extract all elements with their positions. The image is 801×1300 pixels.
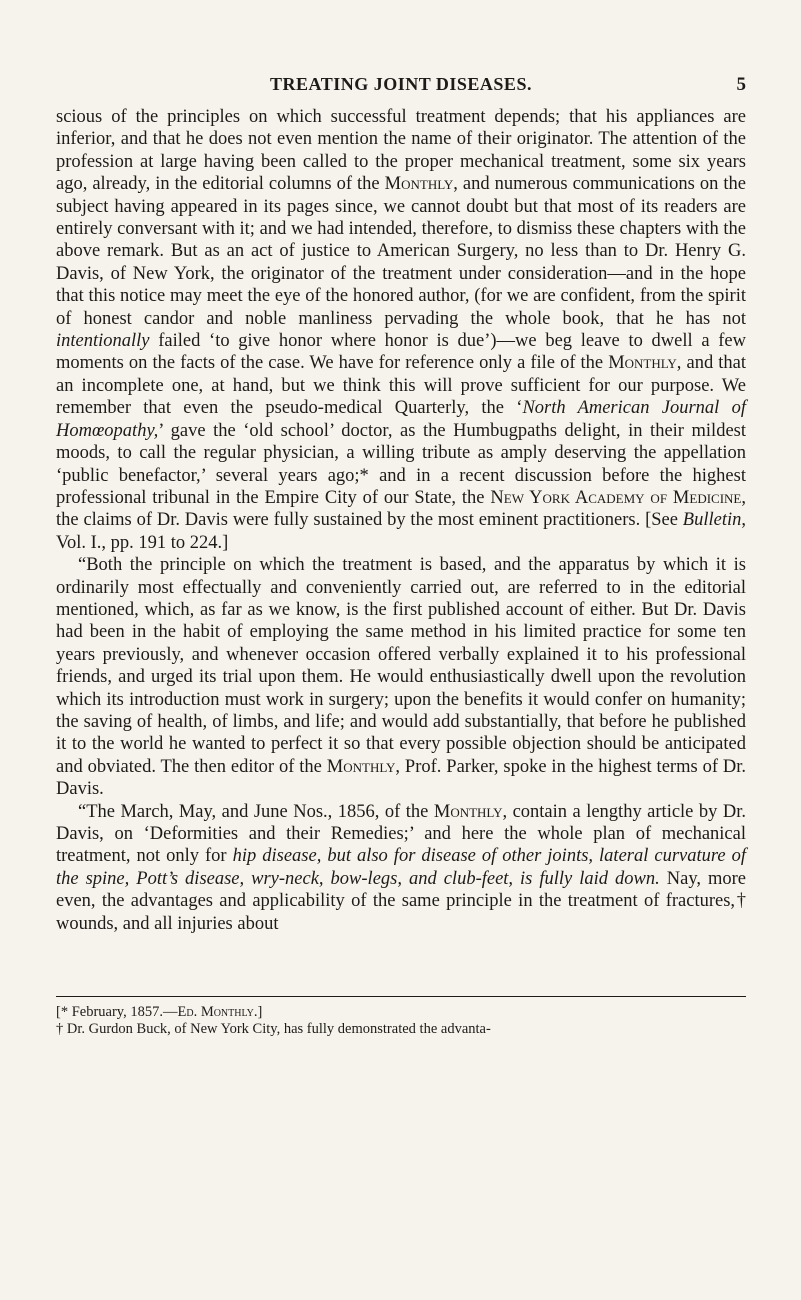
footnote-1-text: [* February, 1857.— bbox=[56, 1004, 178, 1020]
italic-intentionally: intentionally bbox=[56, 331, 150, 352]
paragraph-1-text-1: scious of the principles on which successful treatment depends; that his appliances are inferior, and that he does not even mention the name of their originator. The attention of the profession at large having been called to the proper mechanical treatment, some six years ago, already, in the editorial columns of the bbox=[56, 107, 746, 195]
paragraph-1 bbox=[56, 106, 746, 554]
paragraph-3 bbox=[56, 801, 746, 935]
paragraph-2-text-2: , Prof. Parker, spoke in the highest terms of Dr. Davis. bbox=[56, 756, 746, 800]
bulletin-italic: Bulletin bbox=[682, 510, 742, 531]
footnote-rule bbox=[56, 996, 746, 997]
paragraph-1-text-5: ’ gave the ‘old school’ doctor, as the Humbugpaths delight, in their mildest moods, to call the regular physician, a willing tribute as amply deserving the appellation ‘public benefactor,’ several years ago;* and in a recent discussion before the highest professional tribunal in the Empire City of our State, the bbox=[56, 420, 746, 508]
paragraph-1-text-6: , the claims of Dr. Davis were fully sustained by the most eminent practitioners. [See bbox=[56, 487, 746, 531]
footnote-1-close: .] bbox=[253, 1004, 263, 1020]
body-text bbox=[56, 106, 746, 935]
footnote-2: † Dr. Gurdon Buck, of New York City, has fully demonstrated the advanta- bbox=[56, 1021, 491, 1037]
paragraph-1-text-2: , and numerous communications on the subject having appeared in its pages since, we cannot doubt but that most of its readers are entirely conversant with it; and we had intended, therefore, to dismiss these chapters with the above remark. But as an act of justice to American Surgery, no less than to Dr. Henry G. Davis, of New York, the originator of the treatment under consideration—and in the hope that this notice may meet the eye of the honored author, (for we are confident, from the spirit of honest candor and noble manliness pervading the whole book, that he has not bbox=[56, 174, 747, 329]
paragraph-1-text-4: , and that an incomplete one, at hand, but we think this will prove sufficient for our purpose. We remember that even the pseudo-medical Quarterly, the ‘ bbox=[56, 353, 746, 419]
disease-list-italic: hip disease, but also for disease of other joints, lateral curvature of the spine, Pott’s disease, wry-neck, bow-legs, and club-feet, is fully laid down. bbox=[56, 846, 746, 889]
monthly-smallcaps: Monthly bbox=[326, 756, 396, 777]
footnote-1 bbox=[56, 1004, 746, 1021]
footnote-1-editor: Ed. Monthly bbox=[177, 1004, 254, 1020]
monthly-smallcaps: Monthly bbox=[433, 801, 503, 822]
academy-smallcaps: New York Academy of Medicine bbox=[490, 487, 742, 508]
journal-title-italic: North American Journal of Homœopathy, bbox=[56, 398, 746, 441]
page-number: 5 bbox=[736, 74, 746, 95]
footnotes bbox=[56, 1004, 746, 1038]
paragraph-3-text-1: “The March, May, and June Nos., 1856, of the bbox=[78, 801, 434, 822]
page-header bbox=[56, 74, 746, 100]
monthly-smallcaps: Monthly bbox=[608, 353, 677, 374]
paragraph-2 bbox=[56, 554, 746, 800]
running-head: TREATING JOINT DISEASES. bbox=[270, 74, 532, 94]
monthly-smallcaps: Monthly bbox=[384, 174, 454, 195]
paragraph-3-text-3: Nay, more even, the advantages and applicability of the same principle in the treatment of fractures,† wounds, and all injuries about bbox=[56, 868, 746, 934]
paragraph-3-text-2: , contain a lengthy article by Dr. Davis, on ‘Deformities and their Remedies;’ and here the whole plan of mechanical treatment, not only for bbox=[56, 801, 746, 867]
paragraph-2-text-1: “Both the principle on which the treatment is based, and the apparatus by which it is ordinarily most effectually and conveniently carried out, are referred to in the editorial mentioned, which, as far as we know, is the first published account of either. But Dr. Davis had been in the habit of employing the same method in his limited practice for some ten years previously, and whenever occasion offered verbally explained it to his professional friends, and urged its trial upon them. He would enthusiastically dwell upon the revolution which its introduction must work in surgery; upon the benefits it would confer on humanity; the saving of health, of limbs, and life; and would add substantially, that before he published it to the world he wanted to perfect it so that every possible objection should be anticipated and obviated. The then editor of the bbox=[56, 555, 746, 777]
paragraph-1-text-3: failed ‘to give honor where honor is due’)—we beg leave to dwell a few moments on the facts of the case. We have for reference only a file of the bbox=[56, 331, 746, 374]
paragraph-1-text-7: , Vol. I., pp. 191 to 224.] bbox=[56, 510, 746, 553]
